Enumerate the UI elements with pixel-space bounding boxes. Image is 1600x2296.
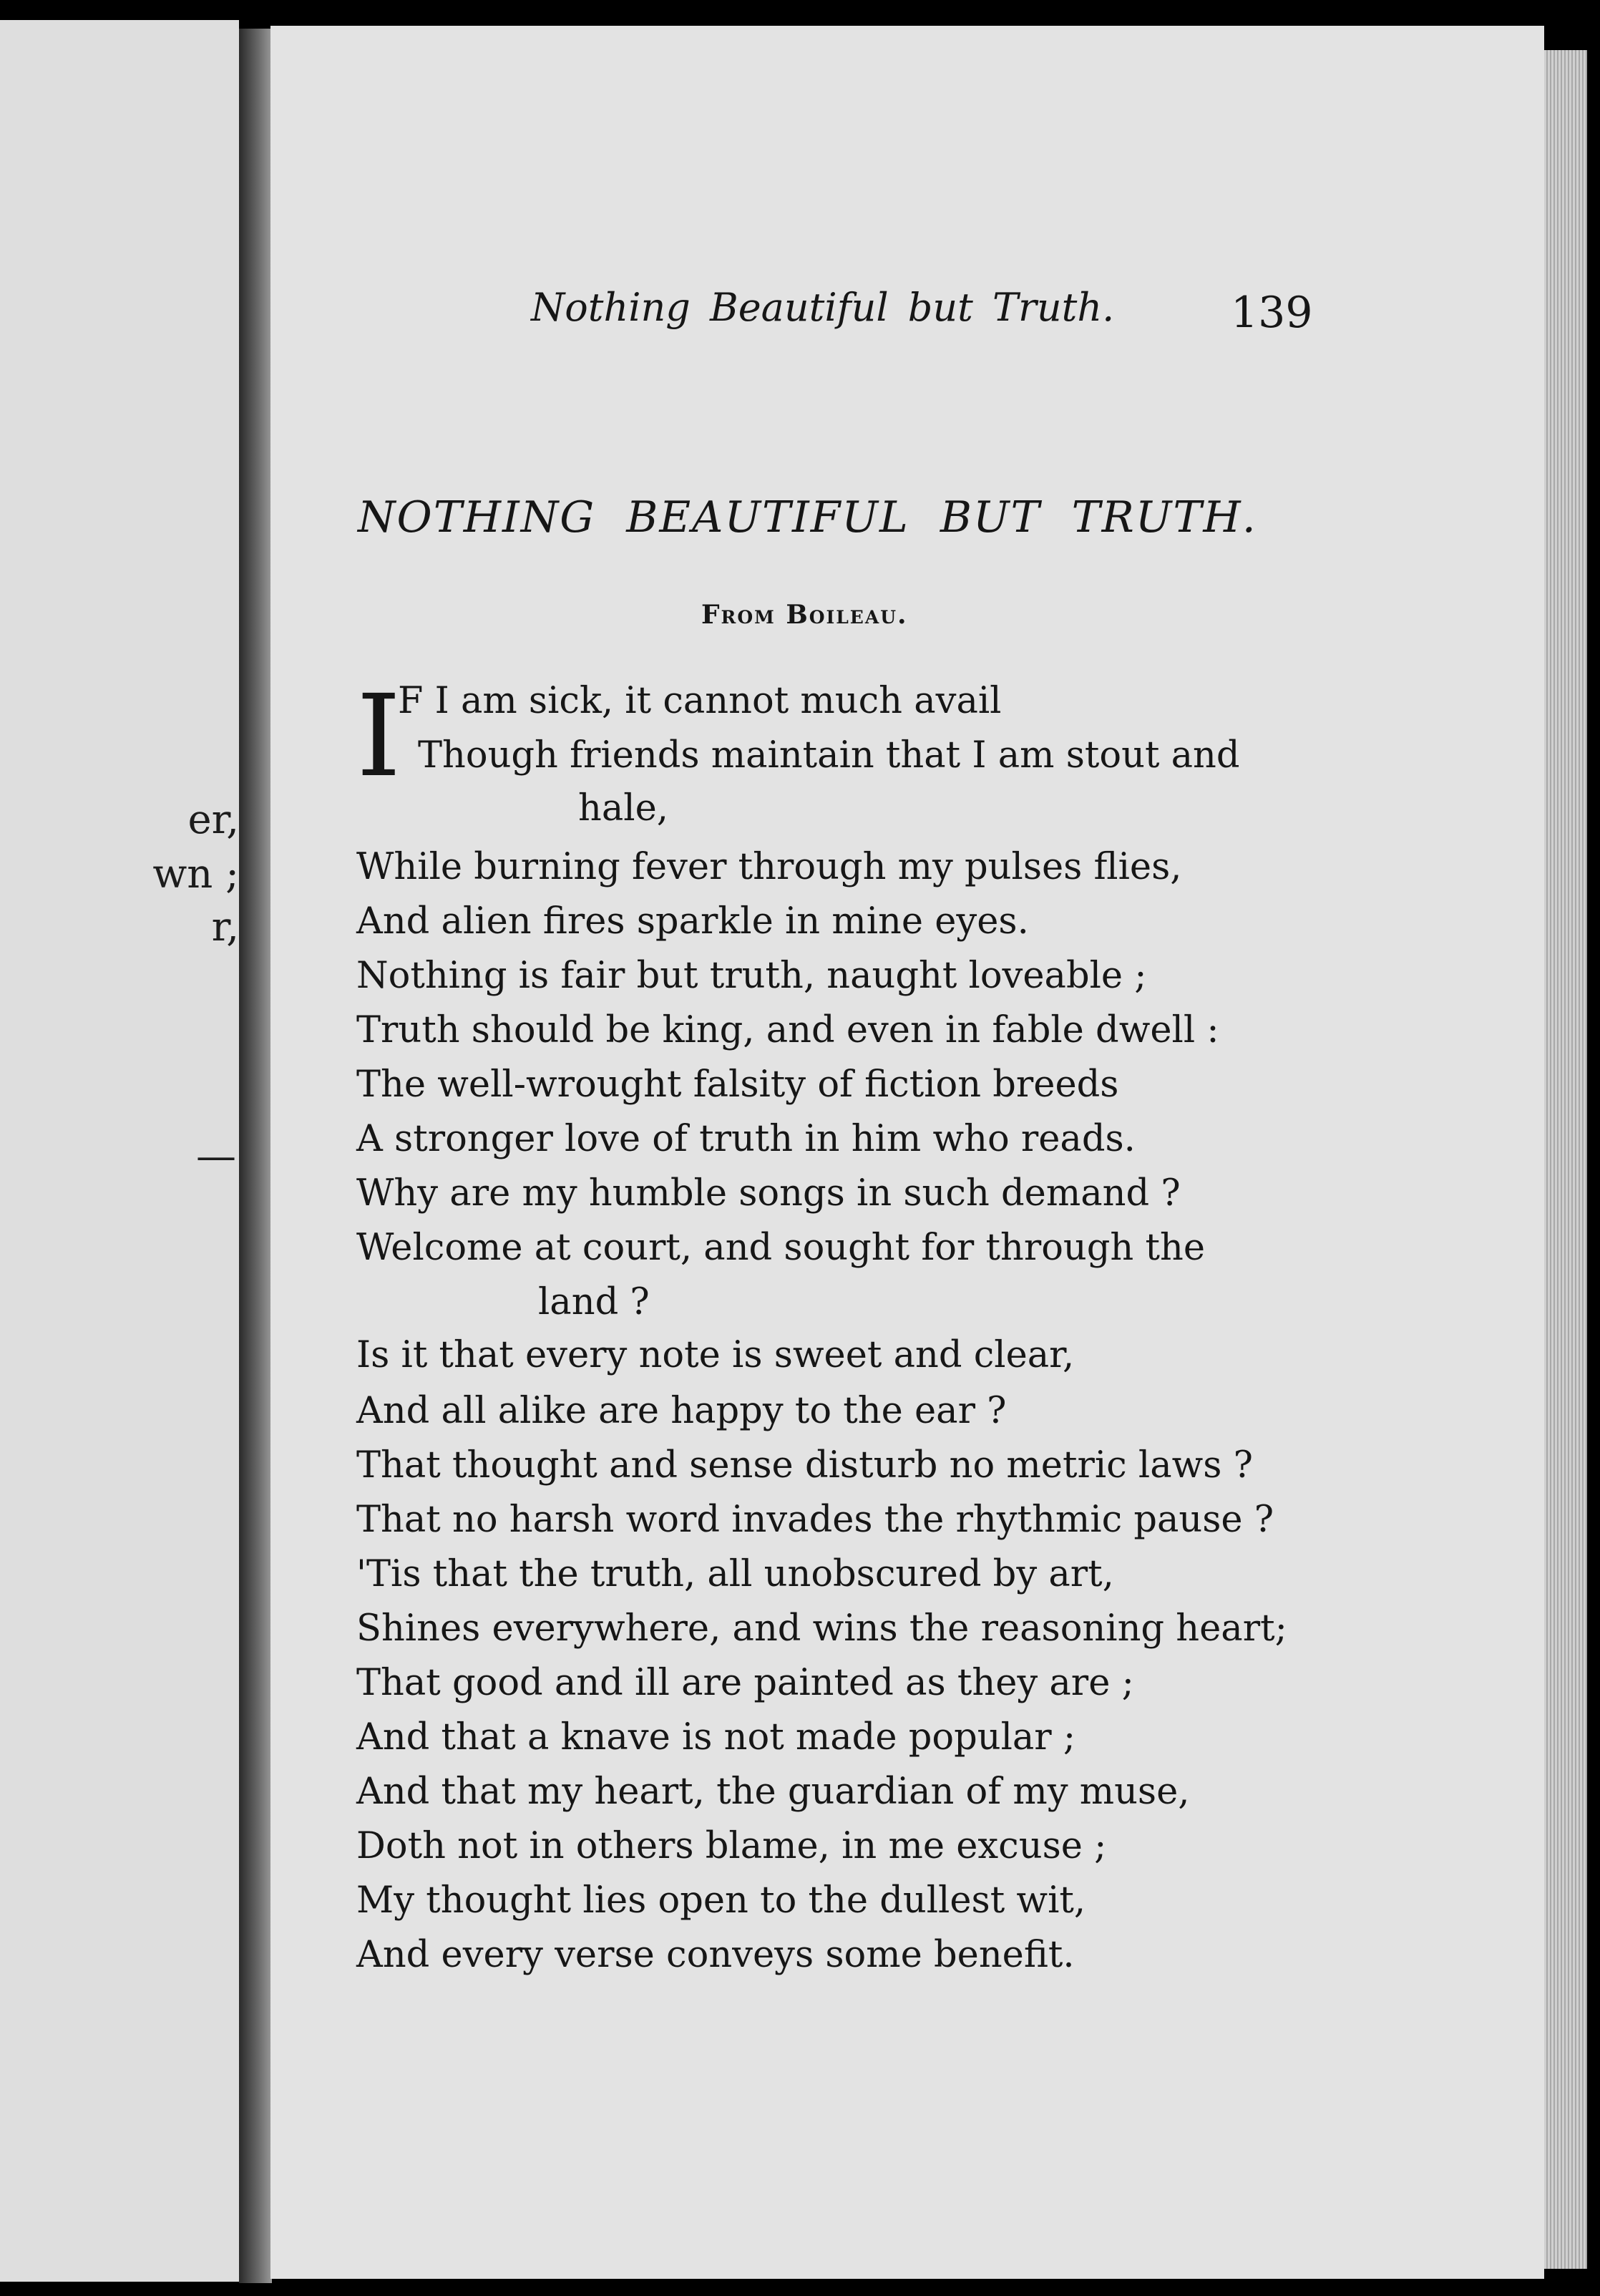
poem-line: Truth should be king, and even in fable dwell :: [356, 1009, 1219, 1051]
poem-line: And every verse conveys some benefit.: [356, 1934, 1075, 1976]
poem-line: Welcome at court, and sought for through the: [356, 1227, 1205, 1269]
poem-line: The well-wrought falsity of fiction breeds: [356, 1064, 1119, 1106]
poem-line: And all alike are happy to the ear ?: [356, 1390, 1007, 1432]
left-page-fragment: —: [196, 1133, 236, 1179]
poem-line: And that a knave is not made popular ;: [356, 1716, 1076, 1759]
poem-title: NOTHING BEAUTIFUL BUT TRUTH.: [358, 492, 1257, 543]
poem-line: While burning fever through my pulses flies,: [356, 846, 1182, 888]
running-title: Nothing Beautiful but Truth.: [531, 285, 1115, 330]
left-page-fragment: wn ;: [152, 851, 239, 898]
poem-line: Though friends maintain that I am stout and: [418, 734, 1240, 777]
poem-source: From Boileau.: [701, 600, 908, 630]
poem-line: 'Tis that the truth, all unobscured by art,: [356, 1553, 1114, 1595]
poem-line: And alien fires sparkle in mine eyes.: [356, 900, 1029, 943]
poem-line: A stronger love of truth in him who reads.: [356, 1118, 1136, 1160]
book-gutter: [239, 29, 272, 2283]
page-number: 139: [1231, 288, 1313, 338]
poem-line: F I am sick, it cannot much avail: [398, 680, 1002, 722]
poem-line: My thought lies open to the dullest wit,: [356, 1879, 1086, 1922]
poem-line: Shines everywhere, and wins the reasoning heart;: [356, 1607, 1287, 1650]
left-facing-page: [0, 20, 239, 2282]
poem-line: Nothing is fair but truth, naught loveable ;: [356, 955, 1147, 997]
poem-line: That good and ill are painted as they are ;: [356, 1662, 1134, 1704]
poem-line: Why are my humble songs in such demand ?: [356, 1172, 1181, 1215]
poem-line: That no harsh word invades the rhythmic pause ?: [356, 1499, 1274, 1541]
drop-cap: I: [356, 671, 401, 802]
poem-line: That thought and sense disturb no metric laws ?: [356, 1444, 1254, 1487]
left-page-fragment: er,: [187, 797, 239, 843]
poem-line: hale,: [578, 787, 668, 830]
left-page-fragment: r,: [211, 904, 239, 950]
page-edges: [1544, 50, 1587, 2269]
poem-line: Doth not in others blame, in me excuse ;: [356, 1825, 1107, 1867]
poem-line: And that my heart, the guardian of my muse,: [356, 1771, 1190, 1813]
poem-line: Is it that every note is sweet and clear,: [356, 1334, 1075, 1376]
poem-line: land ?: [538, 1281, 650, 1323]
